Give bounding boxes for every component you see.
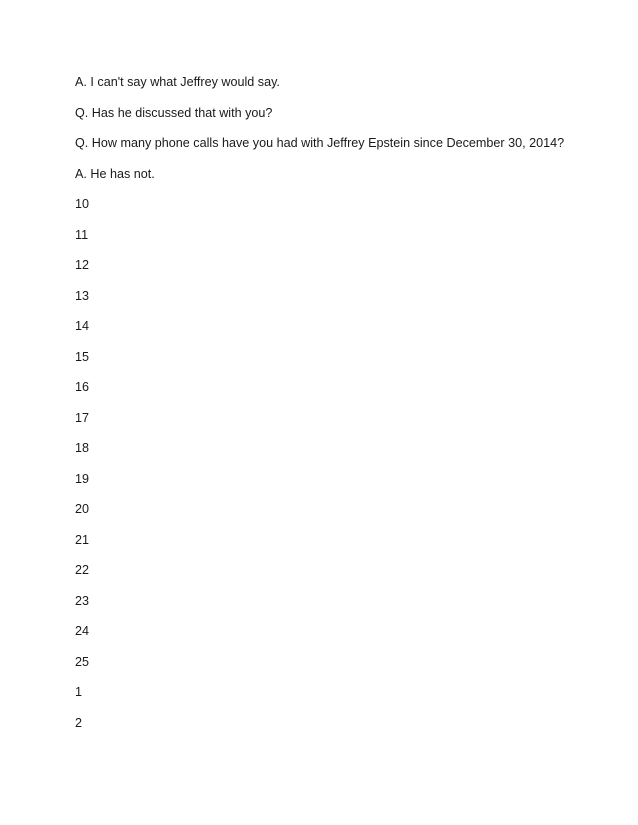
- line-number: 19: [75, 471, 90, 486]
- line-number: 20: [75, 502, 90, 516]
- line-number: 18: [75, 441, 90, 455]
- line-number: 16: [75, 380, 90, 394]
- answer-line: A. I can't say what Jeffrey would say.: [75, 75, 280, 89]
- line-number: 15: [75, 349, 90, 364]
- line-number: 17: [75, 410, 90, 425]
- line-number: 22: [75, 563, 90, 577]
- line-number: 2: [75, 715, 83, 730]
- line-number: 25: [75, 654, 90, 669]
- line-number: 13: [75, 288, 90, 303]
- line-number: 14: [75, 319, 90, 333]
- line-number: 23: [75, 593, 90, 608]
- line-number: 10: [75, 197, 90, 211]
- question-line: Q. Has he discussed that with you?: [75, 105, 273, 120]
- line-number: 12: [75, 258, 90, 272]
- line-number: 21: [75, 532, 90, 547]
- transcript-text: [75, 74, 615, 745]
- answer-line: A. He has not.: [75, 166, 155, 181]
- line-number: 11: [75, 227, 89, 242]
- line-number: 1: [75, 685, 83, 699]
- question-line: Q. How many phone calls have you had with Jeffrey Epstein since December 30, 2014?: [75, 136, 565, 150]
- line-number: 24: [75, 624, 90, 638]
